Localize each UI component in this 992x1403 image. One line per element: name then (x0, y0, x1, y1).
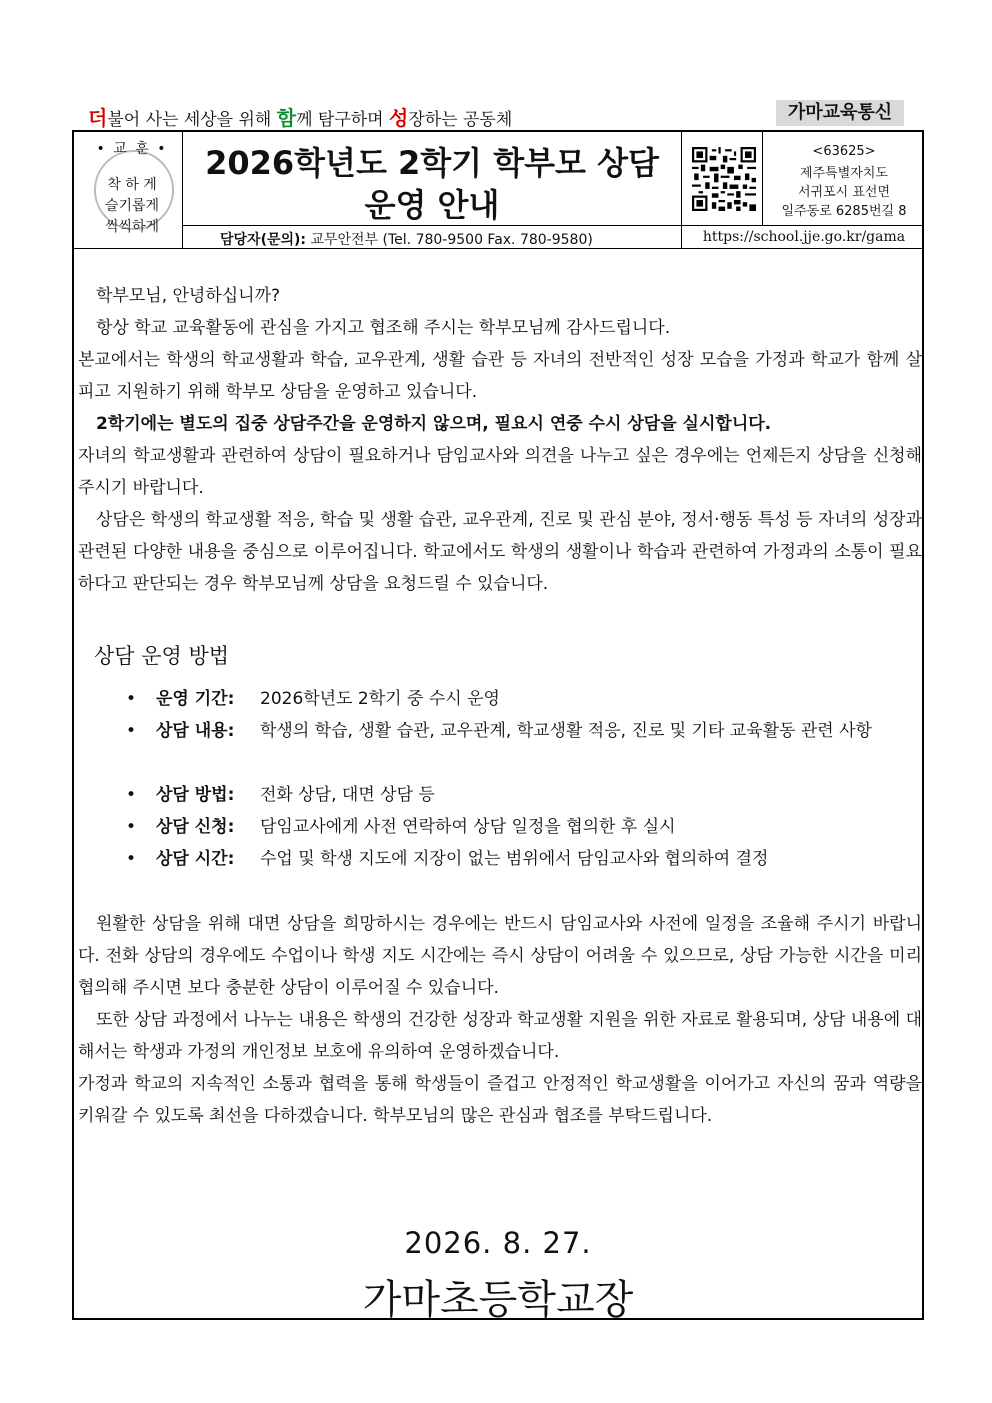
school-slogan (88, 102, 512, 131)
list-item (126, 683, 922, 715)
bullet-icon: • (126, 721, 137, 741)
list-item (126, 811, 922, 843)
key-notice: 2학기에는 별도의 집중 상담주간을 운영하지 않으며, 필요시 연중 수시 상담을 실시합니다. (96, 414, 772, 434)
paragraph: 가정과 학교의 지속적인 소통과 협력을 통해 학생들이 즐겁고 안정적인 학교생활을 이어가고 자신의 꿈과 역량을 키워갈 수 있도록 최선을 다하겠습니다. 학부모님의 많은 관심과 협조를 부탁드립니다. (78, 1074, 922, 1126)
bullet-icon: • (126, 785, 137, 805)
bullet-icon: • (126, 849, 137, 869)
item-label: 상담 신청: (156, 817, 235, 837)
divider (681, 131, 682, 248)
greeting: 학부모님, 안녕하십니까? (96, 286, 281, 306)
address-line: 일주동로 6285번길 8 (781, 204, 907, 219)
motto-line: 착 하 게 (107, 177, 157, 193)
paragraph: 상담은 학생의 학교생활 적응, 학습 및 생활 습관, 교우관계, 진로 및 관심 분야, 정서·행동 특성 등 자녀의 성장과 관련된 다양한 내용을 중심으로 이루어집니다. 학교에서도 학생의 생활이나 학습과 관련하여 가정과의 소통이 필요하다고 판단되는 경우 학부모님께 상담을 요청드릴 수 있습니다. (78, 510, 922, 594)
list-item (126, 843, 922, 875)
item-label: 상담 방법: (156, 785, 235, 805)
motto-label: • 교 훈 • (96, 141, 168, 157)
slogan-part: 께 탐구하며 (296, 110, 389, 130)
postal-code: <63625> (812, 144, 876, 159)
paragraph: 원활한 상담을 위해 대면 상담을 희망하시는 경우에는 반드시 담임교사와 사전에 일정을 조율해 주시기 바랍니다. 전화 상담의 경우에도 수업이나 학생 지도 시간에는 즉시 상담이 어려울 수 있으므로, 상담 가능한 시간을 미리 협의해 주시면 보다 충분한 상담이 이루어질 수 있습니다. (78, 914, 922, 998)
motto-line: 씩씩하게 (104, 219, 160, 235)
slogan-part: 불어 사는 세상을 위해 (107, 110, 277, 130)
list-item (126, 779, 922, 811)
principal-signature: 가마초등학교장 (362, 1277, 634, 1323)
item-label: 운영 기간: (156, 689, 235, 709)
contact-label: 담당자(문의): (220, 232, 307, 248)
bullet-icon: • (126, 689, 137, 709)
page-subtitle: 운영 안내 (364, 186, 500, 224)
paragraph: 자녀의 학교생활과 관련하여 상담이 필요하거나 담임교사와 의견을 나누고 싶은 경우에는 언제든지 상담을 신청해 주시기 바랍니다. (78, 446, 922, 498)
contact-value: 교무안전부 (Tel. 780-9500 Fax. 780-9580) (306, 232, 593, 248)
slogan-part: 함 (276, 106, 297, 130)
section-title: 상담 운영 방법 (94, 644, 230, 668)
address-line: 서귀포시 표선면 (797, 185, 891, 200)
slogan-part: 더 (88, 106, 108, 130)
divider (762, 131, 763, 226)
issue-date: 2026. 8. 27. (404, 1226, 592, 1260)
item-label: 상담 내용: (156, 721, 235, 741)
school-url-link[interactable]: https://school.jje.go.kr/gama (702, 229, 906, 245)
contact-info (220, 229, 593, 249)
body-closing (78, 908, 922, 1132)
newsletter-name: 가마교육통신 (776, 100, 904, 126)
item-text: 2026학년도 2학기 중 수시 운영 (260, 689, 500, 709)
item-text: 학생의 학습, 생활 습관, 교우관계, 학교생활 적응, 진로 및 기타 교육활동 관련 사항 (260, 721, 872, 741)
paragraph: 또한 상담 과정에서 나누는 내용은 학생의 건강한 성장과 학교생활 지원을 위한 자료로 활용되며, 상담 내용에 대해서는 학생과 가정의 개인정보 보호에 유의하여 운영하겠습니다. (78, 1010, 922, 1062)
bullet-icon: • (126, 817, 137, 837)
address-line: 제주특별자치도 (800, 166, 888, 181)
slogan-part: 성 (389, 106, 409, 130)
item-text: 수업 및 학생 지도에 지장이 없는 범위에서 담임교사와 협의하여 결정 (260, 849, 769, 869)
item-text: 전화 상담, 대면 상담 등 (260, 785, 435, 805)
page-title: 2026학년도 2학기 학부모 상담 (205, 144, 659, 182)
item-text: 담임교사에게 사전 연락하여 상담 일정을 협의한 후 실시 (260, 817, 676, 837)
slogan-part: 장하는 공동체 (408, 110, 513, 130)
paragraph-line: 항상 학교 교육활동에 관심을 가지고 협조해 주시는 학부모님께 감사드립니다. (96, 318, 671, 338)
list-item (126, 715, 922, 779)
motto-line: 슬기롭게 (104, 198, 160, 214)
item-label: 상담 시간: (156, 849, 235, 869)
paragraph: 본교에서는 학생의 학교생활과 학습, 교우관계, 생활 습관 등 자녀의 전반적인 성장 모습을 가정과 학교가 함께 살피고 지원하기 위해 학부모 상담을 운영하고 있습니다. (78, 350, 922, 402)
body-intro (78, 280, 922, 600)
qr-code-icon[interactable] (692, 147, 756, 211)
